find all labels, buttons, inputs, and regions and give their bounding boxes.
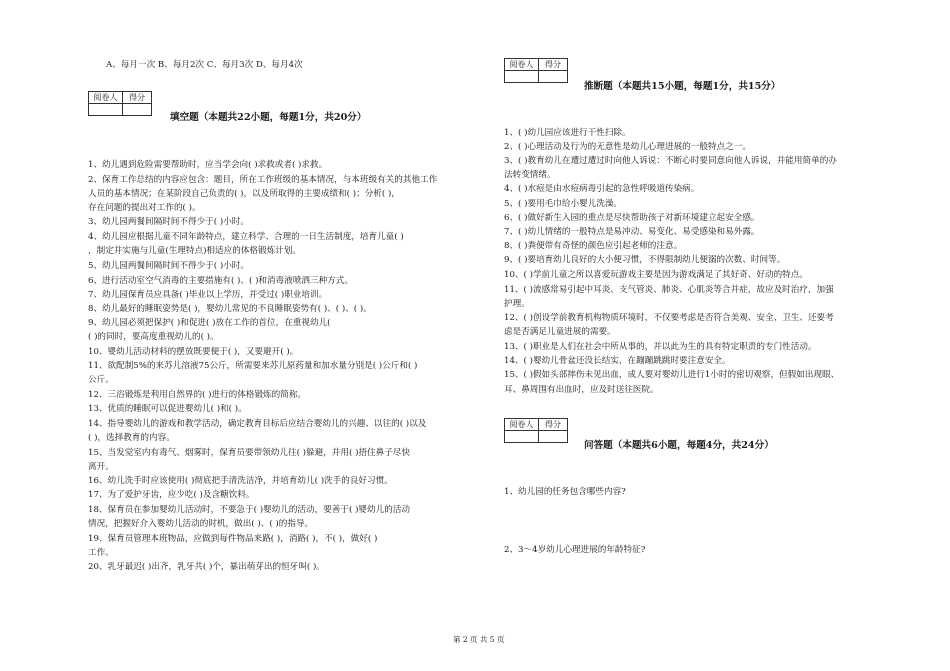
score-cell: [539, 431, 568, 443]
judgment-line: 14、( )婴幼儿骨盆还没长结实，在蹦蹦跳跳时要注意安全。: [504, 356, 731, 366]
reviewer-cell: [505, 71, 539, 83]
fill-in-line: 4、幼儿园应根据儿童不同年龄特点，建立科学、合理的一日生活制度，培育儿童( ): [88, 232, 404, 242]
fill-in-line: 9、幼儿园必须把保护( )和促进( )放在工作的首位，在重视幼儿(: [88, 318, 331, 328]
fill-in-line: 12、三浴锻炼是利用自然界的( )进行的体格锻炼的简称。: [88, 390, 307, 400]
fill-in-line: 13、优质的睡眠可以促进婴幼儿( )和( )。: [88, 404, 247, 414]
fill-in-line: 15、当发觉室内有毒气、烟雾时，保育员要带领幼儿往( )躲避，并用( )捂住鼻子尽快: [88, 448, 410, 458]
score-table-fill-in: [88, 91, 152, 116]
multiple-choice-options: A、每月一次 B、每月2次 C、每月3次 D、每月4次: [106, 60, 303, 70]
judgment-line: 13、( )职业是人们在社会中所从事的，并以此为生的具有特定职责的专门性活动。: [504, 342, 817, 352]
score-table-qa: [504, 418, 568, 443]
reviewer-cell: [505, 431, 539, 443]
judgment-line: 7、( )幼儿情绪的一般特点是易冲动、易变化、易受感染和易外露。: [504, 227, 760, 237]
fill-in-line: 离开。: [88, 462, 114, 472]
score-table-judgment: [504, 58, 568, 83]
score-label: 得分: [539, 419, 568, 431]
fill-in-line: ( )，选择教育的内容。: [88, 433, 175, 443]
fill-in-line: 2、保育工作总结的内容应包含：题目，所在工作班级的基本情况，与本班级有关的其他工作: [88, 175, 438, 185]
judgment-line: 耳、鼻周围有出血时，应及时送往医院。: [504, 385, 659, 395]
judgment-line: 1、( )幼儿园应该进行干性扫除。: [504, 128, 631, 138]
judgment-line: 3、( )教育幼儿在遭过遭过时向他人诉说：不断心时要同意向他人诉说，并能用简单的办: [504, 156, 837, 166]
fill-in-line: 5、幼儿园两餐间隔时间不得少于( )小时。: [88, 261, 249, 271]
judgment-line: 虑是否满足儿童进展的需要。: [504, 327, 616, 337]
fill-in-line: ，制定并实施与儿童(生理特点)相适应的体格锻炼计划。: [88, 246, 301, 256]
judgment-line: 15、( )假如头部摔伤未见出血，成人要对婴幼儿进行1小时的密切观察，但假如出现眼、: [504, 370, 840, 380]
judgment-line: 6、( )做好新生入园的重点是尽快帮助孩子对新环境建立起安全感。: [504, 213, 760, 223]
fill-in-line: 情况，把握好介入婴幼儿活动的时机，做出( )、( )的指导。: [88, 519, 314, 529]
fill-in-line: 3、幼儿园两餐间隔时间不得少于( )小时。: [88, 217, 249, 227]
fill-in-line: 16、幼儿洗手时应该使用( )彻底把手清洗洁净，并培育幼儿( )洗手的良好习惯。: [88, 476, 393, 486]
judgment-line: 5、( )要用毛巾给小婴儿洗澡。: [504, 199, 623, 209]
qa-question-2: 2、3～4岁幼儿心理进展的年龄特征?: [504, 545, 646, 555]
judgment-line: 12、( )创设学前教育机构物质环境时，不仅要考虑是否符合美观、安全、卫生、还要考: [504, 313, 834, 323]
judgment-line: 2、( )心理活动及行为的无意性是幼儿心理进展的一般特点之一。: [504, 142, 751, 152]
fill-in-line: 14、指导婴幼儿的游戏和教学活动，确定教育目标后应结合婴幼儿的兴趣、以往的( )以及: [88, 419, 427, 429]
reviewer-cell: [89, 104, 123, 116]
fill-in-line: 19、保育员管理本班物品，应做到每件物品来路( )，消路( )，不( )，做好( ): [88, 534, 378, 544]
reviewer-label: 阅卷人: [505, 59, 539, 71]
qa-heading: 问答题（本题共6小题，每题4分，共24分）: [584, 440, 774, 451]
judgment-line: 护理。: [504, 299, 530, 309]
fill-in-line: 存在问题的提出对工作的( )。: [88, 203, 201, 213]
fill-in-line: 8、幼儿最好的睡眠姿势是( )，婴幼儿常见的不良睡眠姿势有( )、( )、( )。: [88, 304, 372, 314]
fill-in-line: 6、进行活动室空气消毒的主要措施有( )、( )和消毒液喷洒三种方式。: [88, 276, 353, 286]
fill-in-line: 1、幼儿遇到危险需要帮助时，应当学会向( )求救或者( )求救。: [88, 160, 328, 170]
reviewer-label: 阅卷人: [89, 92, 123, 104]
fill-in-line: ( )的同时，要高度重视幼儿的( )。: [88, 332, 219, 342]
judgment-line: 4、( )水痘是由水痘病毒引起的急性呼吸道传染病。: [504, 184, 700, 194]
score-label: 得分: [123, 92, 152, 104]
score-cell: [123, 104, 152, 116]
fill-in-heading: 填空题（本题共22小题，每题1分，共20分）: [170, 112, 367, 123]
fill-in-line: 18、保育员在参加婴幼儿活动时，不要急于( )婴幼儿的活动，要善于( )婴幼儿的活动: [88, 505, 410, 515]
score-label: 得分: [539, 59, 568, 71]
reviewer-label: 阅卷人: [505, 419, 539, 431]
judgment-line: 10、( )学前儿童之所以喜爱玩游戏主要是因为游戏满足了其好奇、好动的特点。: [504, 270, 808, 280]
fill-in-line: 11、欲配制5%的来苏儿溶液75公斤，所需要来苏儿原药量和加水量分别是( )公斤和( ): [88, 361, 418, 371]
judgment-line: 8、( )粪便带有奇怪的颜色应引起老师的注意。: [504, 241, 683, 251]
page-footer: 第 2 页 共 5 页: [453, 635, 505, 644]
judgment-heading: 推断题（本题共15小题，每题1分，共15分）: [584, 81, 781, 92]
fill-in-line: 7、幼儿园保育员应具备( )毕业以上学历，并受过( )职业培训。: [88, 290, 328, 300]
fill-in-line: 20、乳牙最迟( )出齐，乳牙共( )个，暴出萌芽出的恒牙叫( )。: [88, 562, 325, 572]
qa-question-1: 1、幼儿园的任务包含哪些内容?: [504, 487, 626, 497]
score-cell: [539, 71, 568, 83]
fill-in-line: 公斤。: [88, 375, 114, 385]
fill-in-line: 17、为了爱护牙齿，应少吃( )及含糖饮料。: [88, 490, 255, 500]
fill-in-line: 工作。: [88, 548, 114, 558]
judgment-line: 9、( )要培育幼儿良好的大小便习惯，不得限制幼儿便溺的次数、时间等。: [504, 255, 786, 265]
fill-in-line: 10、婴幼儿活动材料的摆放既要便于( )，又要避开( )。: [88, 347, 299, 357]
judgment-line: 法转变情绪。: [504, 170, 556, 180]
fill-in-line: 人员的基本情况；在某阶段自己负责的( )，以及所取得的主要成绩和( )；分析( )，: [88, 189, 400, 199]
judgment-line: 11、( )流感常易引起中耳炎、支气管炎、肺炎、心肌炎等合并症，故应及时治疗，加强: [504, 285, 834, 295]
